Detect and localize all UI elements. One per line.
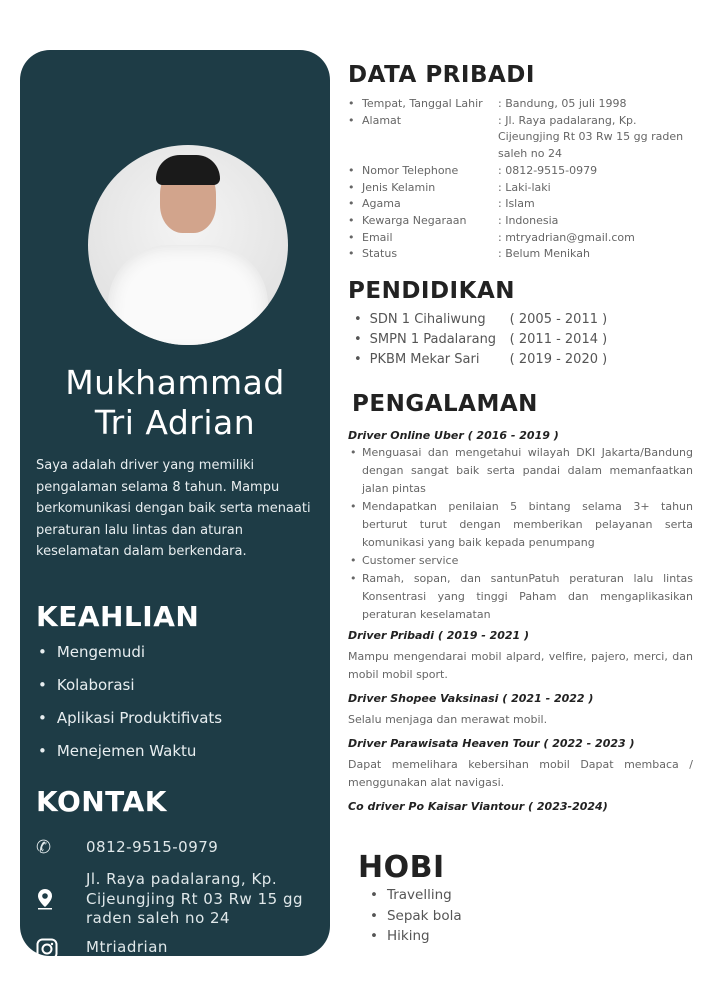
profile-photo — [88, 145, 288, 345]
address-text: Jl. Raya padalarang, Kp. Cijeungjing Rt 03 Rw 15 gg raden saleh no 24 — [86, 870, 303, 927]
name-line-2: Tri Adrian — [94, 403, 256, 442]
contact-address — [36, 870, 326, 929]
skill-item: • Mengemudi — [38, 640, 222, 673]
field-label: Status — [362, 247, 398, 261]
school-years: ( 2019 - 2020 ) — [509, 352, 608, 367]
field-label: Tempat, Tanggal Lahir — [362, 97, 483, 110]
phone-text: 0812-9515-0979 — [86, 838, 219, 856]
job-title: Driver Pribadi ( 2019 - 2021 ) — [348, 629, 530, 642]
field-value: : Islam — [498, 197, 535, 211]
job-bullets — [348, 444, 693, 624]
job-description: Dapat memelihara kebersihan mobil Dapat membaca / menggunakan alat navigasi. — [348, 758, 693, 789]
skills-list — [38, 640, 222, 772]
hobby-list — [370, 885, 703, 947]
field-value: : Laki-laki — [498, 180, 551, 194]
education-heading: PENDIDIKAN — [348, 278, 515, 304]
skill-item: • Kolaborasi — [38, 673, 222, 706]
bullet: • — [348, 163, 355, 177]
job-bullet: • Customer service — [348, 552, 693, 570]
personal-data-row — [348, 113, 693, 163]
education-section — [348, 278, 693, 370]
education-item — [354, 350, 693, 370]
education-item — [354, 310, 693, 330]
bullet: • — [348, 113, 355, 127]
personal-data-row — [348, 230, 693, 247]
job-title: Driver Parawisata Heaven Tour ( 2022 - 2023 ) — [348, 737, 635, 750]
location-pin-icon — [36, 870, 86, 929]
experience-section — [348, 391, 693, 815]
sidebar-panel — [20, 50, 330, 956]
education-item — [354, 330, 693, 350]
name-line-1: Mukhammad — [65, 363, 285, 402]
contact-instagram — [36, 938, 326, 960]
full-name — [20, 363, 330, 443]
experience-heading: PENGALAMAN — [352, 391, 538, 417]
contact-heading: KONTAK — [36, 785, 167, 818]
hobby-item: • Hiking — [370, 926, 703, 947]
hobby-item: • Sepak bola — [370, 906, 703, 927]
job-title: Driver Shopee Vaksinasi ( 2021 - 2022 ) — [348, 692, 594, 705]
job-title: Driver Online Uber ( 2016 - 2019 ) — [348, 429, 559, 442]
instagram-text: Mtriadrian — [86, 938, 168, 956]
bullet: • — [348, 230, 355, 244]
personal-data-row — [348, 180, 693, 197]
personal-data-row — [348, 246, 693, 263]
field-label: Agama — [362, 197, 401, 211]
about-text: Saya adalah driver yang memiliki pengalaman selama 8 tahun. Mampu berkomunikasi dengan baik serta menaati peraturan lalu lintas dan aturan keselamatan dalam berkendara. — [36, 458, 311, 559]
hobby-heading: HOBI — [358, 850, 445, 885]
education-list — [354, 310, 693, 370]
school-name: SDN 1 Cihaliwung — [369, 312, 486, 327]
personal-data-row — [348, 196, 693, 213]
bullet: • — [348, 180, 355, 194]
field-value: : Bandung, 05 juli 1998 — [498, 97, 627, 110]
field-label: Nomor Telephone — [362, 163, 459, 177]
school-years: ( 2005 - 2011 ) — [509, 312, 608, 327]
personal-data-row — [348, 96, 693, 113]
skills-heading: KEAHLIAN — [36, 600, 200, 633]
field-value: : mtryadrian@gmail.com — [498, 230, 635, 244]
instagram-icon — [36, 938, 86, 960]
bullet: • — [348, 247, 355, 261]
field-label: Jenis Kelamin — [362, 180, 436, 194]
skill-item: • Menejemen Waktu — [38, 739, 222, 772]
personal-data-heading: DATA PRIBADI — [348, 62, 535, 88]
field-value: : Indonesia — [498, 213, 559, 227]
skill-item: • Aplikasi Produktifivats — [38, 706, 222, 739]
bullet: • — [348, 213, 355, 227]
field-value: : Jl. Raya padalarang, Kp. Cijeungjing Rt 03 Rw 15 gg raden saleh no 24 — [498, 113, 684, 161]
contact-phone — [36, 838, 326, 858]
job-description: Mampu mengendarai mobil alpard, velfire, pajero, merci, dan mobil mobil sport. — [348, 650, 693, 681]
job-bullet: • Mendapatkan penilaian 5 bintang selama 3+ tahun berturut turut dengan memberikan pelayanan serta komunikasi yang baik kepada penumpang — [348, 498, 693, 552]
field-label: Email — [362, 230, 393, 244]
school-years: ( 2011 - 2014 ) — [509, 332, 608, 347]
field-value: : Belum Menikah — [498, 247, 590, 261]
job-title: Co driver Po Kaisar Viantour ( 2023-2024) — [348, 800, 608, 813]
job-description: Selalu menjaga dan merawat mobil. — [348, 713, 548, 726]
personal-data-row — [348, 163, 693, 180]
phone-icon: ✆ — [36, 837, 52, 858]
job-bullet: • Menguasai dan mengetahui wilayah DKI Jakarta/Bandung dengan sangat baik serta pandai dalam memanfaatkan jalan pintas — [348, 444, 693, 498]
personal-data-list — [348, 96, 693, 263]
job-bullet: • Ramah, sopan, dan santunPatuh peraturan lalu lintas Konsentrasi yang tinggi Paham dan mengaplikasikan peraturan keselamatan — [348, 570, 693, 624]
school-name: PKBM Mekar Sari — [369, 352, 480, 367]
personal-data-row — [348, 213, 693, 230]
bullet: • — [348, 97, 355, 110]
bullet: • — [348, 197, 355, 211]
field-label: Alamat — [362, 113, 402, 127]
field-label: Kewarga Negaraan — [362, 213, 467, 227]
hobby-item: • Travelling — [370, 885, 703, 906]
school-name: SMPN 1 Padalarang — [369, 332, 497, 347]
field-value: : 0812-9515-0979 — [498, 163, 598, 177]
personal-data-section — [348, 62, 693, 263]
hobby-section — [358, 850, 703, 947]
